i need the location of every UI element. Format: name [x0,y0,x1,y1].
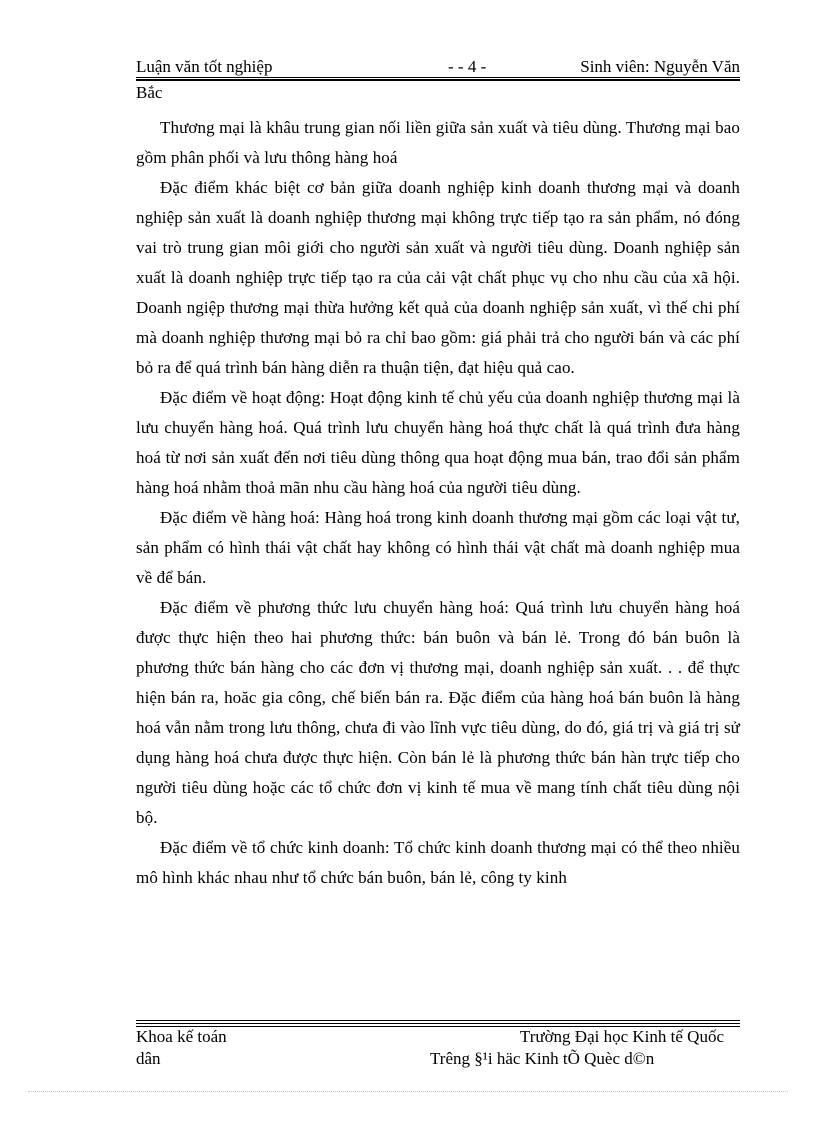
footer-university-legacy-encoding: Trêng §¹i häc Kinh tÕ Quèc d©n [430,1049,655,1068]
header-page-number: - - 4 - [448,57,487,76]
paragraph-1: Thương mại là khâu trung gian nối liền giữa sản xuất và tiêu dùng. Thương mại bao gồm phân phối và lưu thông hàng hoá [136,118,740,167]
header-student-name: Sinh viên: Nguyễn Văn [580,57,740,76]
document-body [136,113,740,893]
footer-university: Trường Đại học Kinh tế Quốc [519,1027,724,1046]
header-rule-double [136,79,740,81]
header-rule [136,77,740,78]
paragraph-3: Đặc điểm về hoạt động: Hoạt động kinh tế chủ yếu của doanh nghiệp thương mại là lưu chuyển hàng hoá. Quá trình lưu chuyển hàng hoá thực chất là quá trình đưa hàng hoá từ nơi sản xuất đến nơi tiêu dùng thông qua hoạt động mua bán, trao đổi sản phẩm hàng hoá nhằm thoả mãn nhu cầu hàng hoá của người tiêu dùng. [136,388,740,497]
header-thesis-label: Luận văn tốt nghiệp [136,57,273,76]
paragraph-6: Đặc điểm về tổ chức kinh doanh: Tổ chức kinh doanh thương mại có thể theo nhiều mô hình khác nhau như tổ chức bán buôn, bán lẻ, công ty kinh [136,838,740,887]
footer-department: Khoa kế toán [136,1027,227,1046]
paragraph-2: Đặc điểm khác biệt cơ bản giữa doanh nghiệp kinh doanh thương mại và doanh nghiệp sản xuất là doanh nghiệp thương mại không trực tiếp tạo ra sản phẩm, nó đóng vai trò trung gian môi giới cho người sản xuất và người tiêu dùng. Doanh nghiệp sản xuất là doanh nghiệp trực tiếp tạo ra của cải vật chất phục vụ cho nhu cầu của xã hội. Doanh ngiệp thương mại thừa hưởng kết quả của doanh nghiệp sản xuất, vì thế chi phí mà doanh nghiệp thương mại bỏ ra chỉ bao gồm: giá phải trả cho người bán và các phí bỏ ra để quá trình bán hàng diễn ra thuận tiện, đạt hiệu quả cao. [136,178,740,377]
footer-department-continuation: dân [136,1049,161,1068]
footer-rule-middle [136,1023,740,1024]
header-student-name-continuation: Bắc [136,83,163,102]
paragraph-5: Đặc điểm về phương thức lưu chuyển hàng hoá: Quá trình lưu chuyển hàng hoá được thực hiện theo hai phương thức: bán buôn và bán lẻ. Trong đó bán buôn là phương thức bán hàng cho các đơn vị thương mại, doanh nghiệp sản xuất. . . để thực hiện bán ra, hoăc gia công, chế biến bán ra. Đặc điểm của hàng hoá bán buôn là hàng hoá vẫn nằm trong lưu thông, chưa đi vào lĩnh vực tiêu dùng, do đó, giá trị và giá trị sử dụng hàng hoá chưa được thực hiện. Còn bán lẻ là phương thức bán hàn trực tiếp cho người tiêu dùng hoặc các tổ chức đơn vị kinh tế mua về mang tính chất tiêu dùng nội bộ. [136,598,740,827]
page-boundary [28,1091,788,1092]
footer-rule [136,1020,740,1021]
page-header [136,56,740,78]
paragraph-4: Đặc điểm về hàng hoá: Hàng hoá trong kinh doanh thương mại gồm các loại vật tư, sản phẩm có hình thái vật chất hay không có hình thái vật chất mà doanh nghiệp mua về để bán. [136,508,740,587]
